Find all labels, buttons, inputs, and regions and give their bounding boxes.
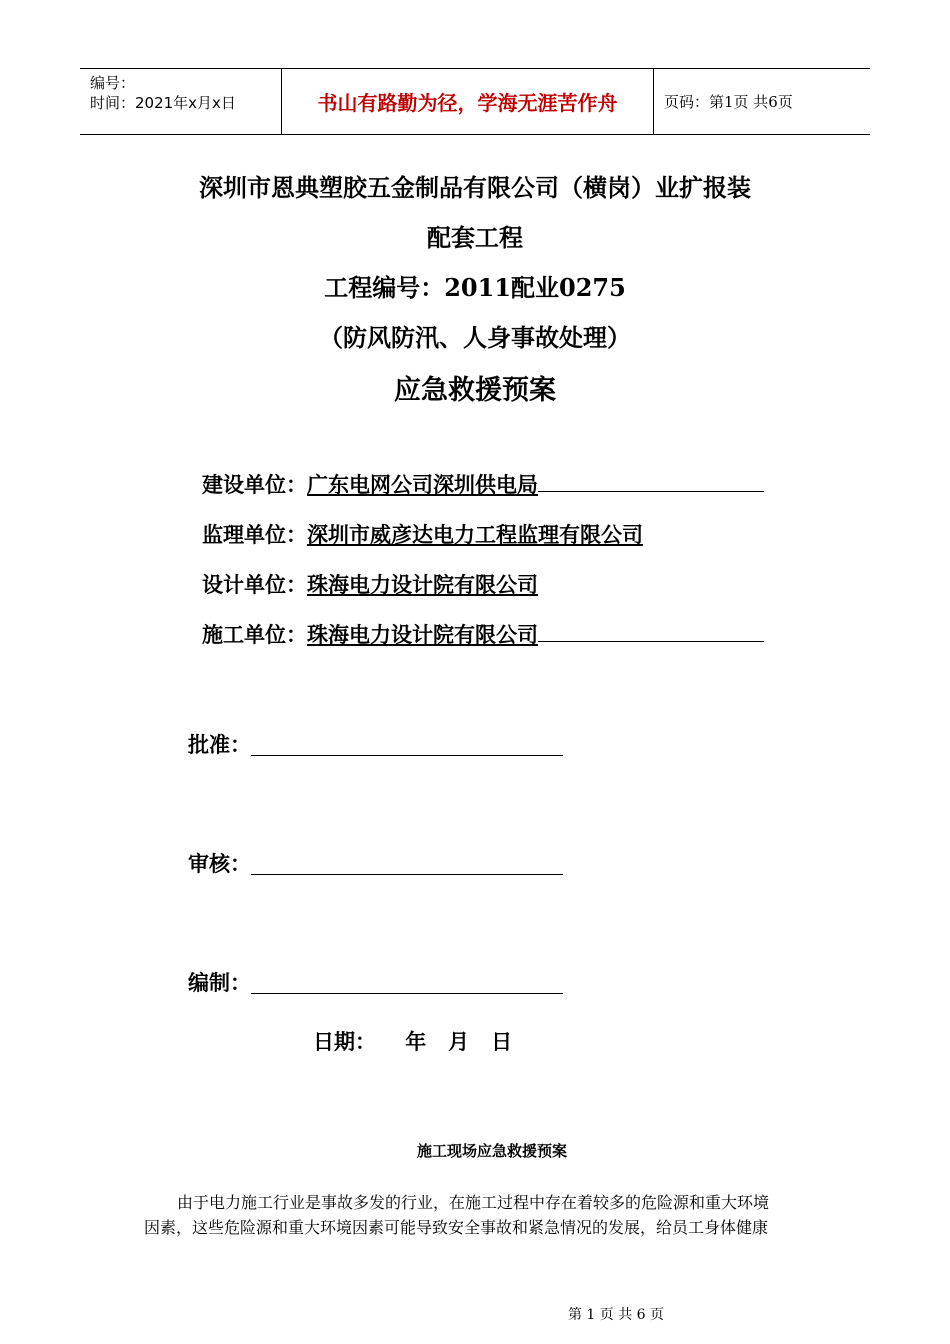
header-time: 时间：2021年x月x日 <box>90 94 236 112</box>
cover-title-line2: 配套工程 <box>427 223 523 252</box>
header-meta <box>80 69 282 134</box>
unit-value: 广东电网公司深圳供电局 <box>307 472 538 497</box>
page-header <box>80 68 870 135</box>
review-label: 审核： <box>188 851 251 876</box>
review-row <box>188 848 563 878</box>
project-number: 工程编号：2011配业0275 <box>324 273 626 302</box>
plan-title: 应急救援预案 <box>394 375 556 406</box>
header-page-code: 页码：第1页 共6页 <box>664 93 793 111</box>
unit-label: 监理单位： <box>202 522 307 547</box>
approve-line <box>251 735 563 756</box>
fill-line <box>538 490 764 492</box>
compile-line <box>251 973 563 994</box>
section-title: 施工现场应急救援预案 <box>416 1142 567 1160</box>
cover-subtitle: （防风防汛、人身事故处理） <box>319 323 631 352</box>
page-footer: 第 1 页 共 6 页 <box>567 1307 665 1323</box>
unit-row-supervision <box>202 519 643 549</box>
compile-label: 编制： <box>188 970 251 995</box>
header-number: 编号： <box>90 74 136 92</box>
unit-value: 深圳市威彦达电力工程监理有限公司 <box>307 522 643 547</box>
date-row: 日期： 年 月 日 <box>313 1029 513 1054</box>
unit-row-construction <box>202 469 764 499</box>
unit-value: 珠海电力设计院有限公司 <box>307 622 538 647</box>
header-motto: 书山有路勤为径，学海无涯苦作舟 <box>282 69 654 134</box>
paragraph-line-2: 因素，这些危险源和重大环境因素可能导致安全事故和紧急情况的发展，给员工身体健康 <box>144 1218 769 1237</box>
approve-label: 批准： <box>188 732 251 757</box>
cover-title-line1: 深圳市恩典塑胶五金制品有限公司（横岗）业扩报装 <box>199 173 751 202</box>
paragraph-line-1: 由于电力施工行业是事故多发的行业，在施工过程中存在着较多的危险源和重大环境 <box>177 1193 770 1212</box>
unit-value: 珠海电力设计院有限公司 <box>307 572 538 597</box>
approve-row <box>188 729 563 759</box>
compile-row <box>188 967 563 997</box>
unit-label: 施工单位： <box>202 622 307 647</box>
unit-row-builder <box>202 619 764 649</box>
review-line <box>251 854 563 875</box>
unit-label: 建设单位： <box>202 472 307 497</box>
unit-label: 设计单位： <box>202 572 307 597</box>
fill-line <box>538 640 764 642</box>
unit-row-design <box>202 569 538 599</box>
